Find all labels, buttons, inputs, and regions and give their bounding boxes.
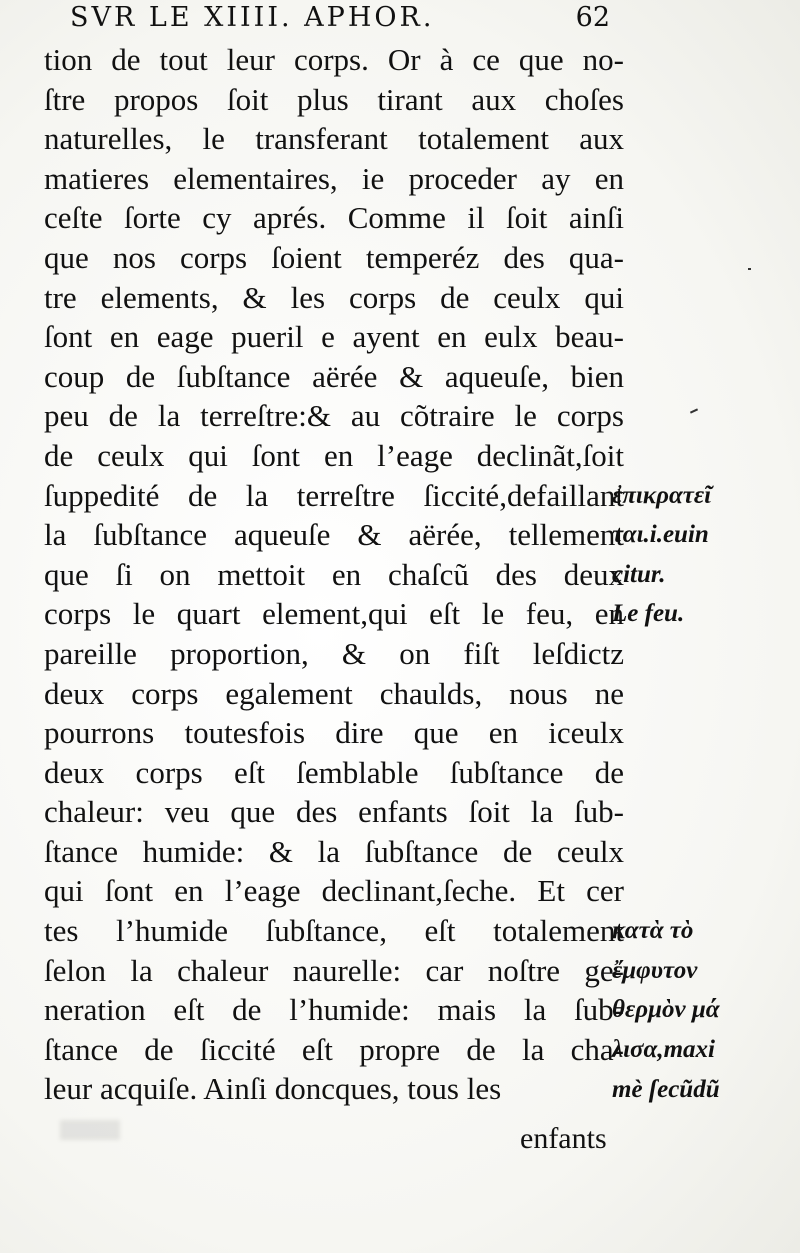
margin-note: citur. — [612, 560, 666, 588]
text-line: tes l’humide ſubſtance, eſt totalement — [44, 913, 624, 949]
margin-note: λισα,maxi — [612, 1036, 715, 1063]
text-line: neration eſt de l’humide: mais la ſub- — [44, 992, 624, 1028]
margin-note: ἐπικρατεῖ — [612, 481, 712, 509]
text-line: tre elements, & les corps de ceulx qui — [44, 279, 624, 315]
text-line: ſtre propos ſoit plus tirant aux choſes — [44, 81, 624, 117]
text-line: ſtance humide: & la ſubſtance de ceulx — [44, 833, 624, 869]
running-header — [70, 2, 610, 38]
text-line: pourrons toutesfois dire que en iceulx — [44, 715, 624, 751]
text-line: ſont en eage pueril e ayent en eulx beau- — [44, 319, 624, 355]
text-line: ſtance de ſiccité eſt propre de la cha- — [44, 1031, 624, 1067]
page-number: 62 — [575, 2, 610, 33]
text-line: que ſi on mettoit en chaſcũ des deux — [44, 556, 624, 592]
text-line: naturelles, le transferant totalement aux — [44, 121, 624, 157]
text-line: matieres elementaires, ie proceder ay en — [44, 160, 624, 196]
text-line: ſuppedité de la terreſtre ſiccité,defaillant — [44, 477, 624, 513]
text-line: chaleur: veu que des enfants ſoit la ſub- — [44, 794, 624, 830]
text-line: ceſte ſorte cy aprés. Comme il ſoit ainſi — [44, 200, 624, 236]
show-through-mark — [60, 1120, 120, 1140]
margin-note: Le feu. — [612, 600, 685, 628]
main-text-block — [44, 40, 624, 1109]
text-line: de ceulx qui ſont en l’eage declinãt,ſoit — [44, 437, 624, 473]
text-line: deux corps eſt ſemblable ſubſtance de — [44, 754, 624, 790]
margin-note: θερμὸν μά — [612, 996, 720, 1024]
margin-note: ἔμφυτον — [612, 956, 698, 984]
text-line: corps le quart element,qui eſt le feu, en — [44, 596, 624, 632]
text-line: ſelon la chaleur naurelle: car noſtre ge- — [44, 952, 624, 988]
running-title: SVR LE XIIII. APHOR. — [70, 2, 435, 33]
margin-note: κατὰ τὸ — [612, 917, 694, 945]
text-line: deux corps egalement chaulds, nous ne — [44, 675, 624, 711]
margin-note: mè ſecũdũ — [612, 1075, 720, 1103]
text-line: la ſubſtance aqueuſe & aërée, tellement — [44, 517, 624, 553]
text-line: leur acquiſe. Ainſi doncques, tous les — [44, 1071, 502, 1107]
text-line: que nos corps ſoient temperéz des qua- — [44, 239, 624, 275]
catchword: enfants — [520, 1122, 607, 1155]
text-line: qui ſont en l’eage declinant,ſeche. Et cer — [44, 873, 624, 909]
text-line: tion de tout leur corps. Or à ce que no- — [44, 42, 624, 77]
text-line: pareille proportion, & on fiſt leſdictz — [44, 635, 624, 671]
ink-speck — [690, 408, 698, 413]
text-line: coup de ſubſtance aërée & aqueuſe, bien — [44, 358, 624, 394]
margin-note: ται.i.euin — [612, 521, 709, 549]
text-line: peu de la terreſtre:& au cõtraire le corps — [44, 398, 624, 434]
ink-speck — [748, 268, 751, 270]
